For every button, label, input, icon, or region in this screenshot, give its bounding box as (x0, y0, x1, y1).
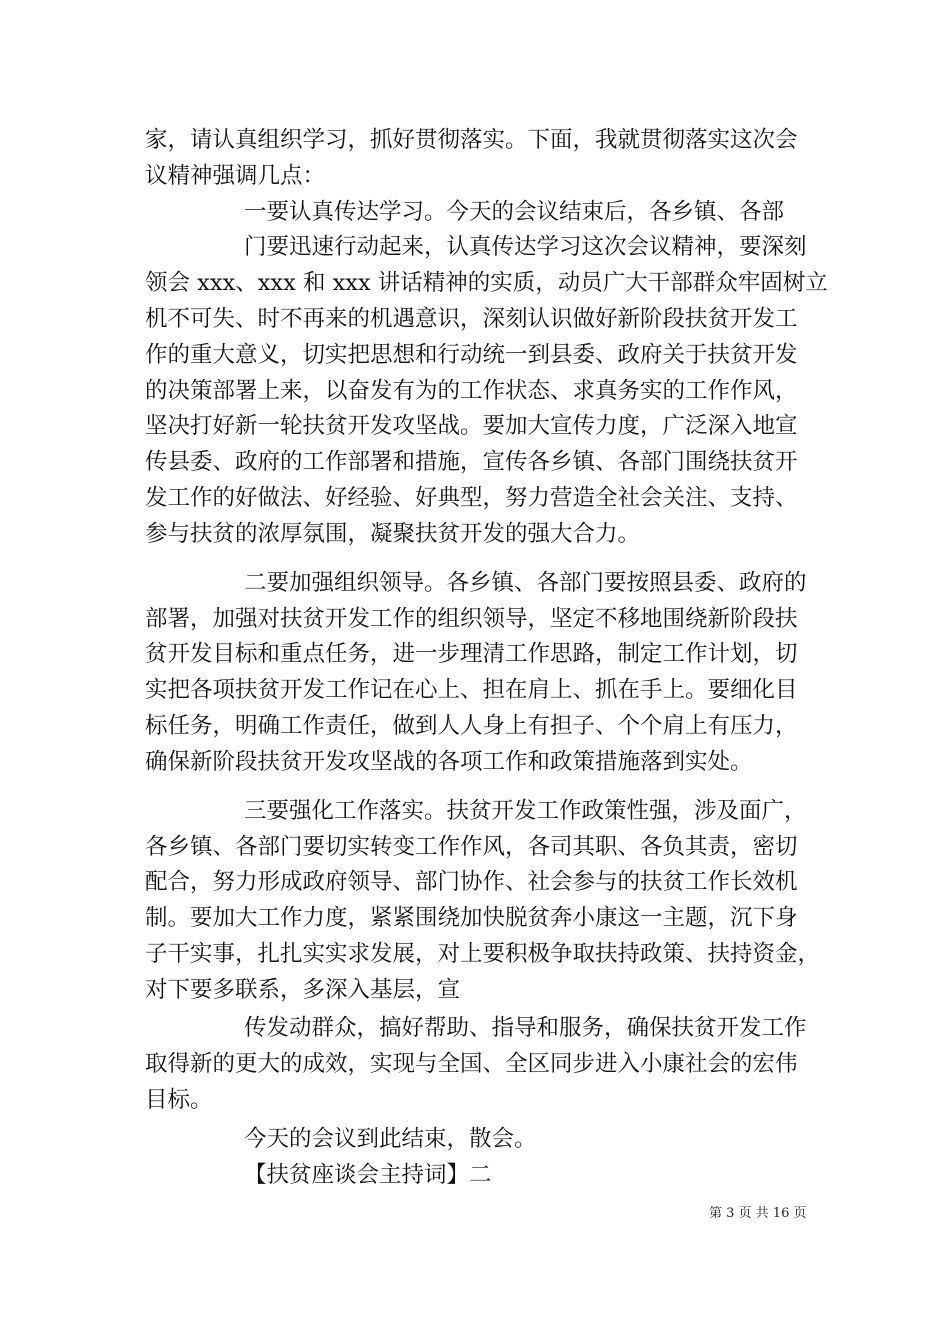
text-line: 子干实事，扎扎实实求发展，对上要积极争取扶持政策、扶持资金， (145, 941, 821, 967)
text-line: 参与扶贫的浓厚氛围，凝聚扶贫开发的强大合力。 (145, 521, 641, 547)
text-line: 作的重大意义，切实把思想和行动统一到县委、政府关于扶贫开发 (145, 342, 798, 368)
text-line: 机不可失、时不再来的机遇意识，深刻认识做好新阶段扶贫开发工 (145, 306, 798, 332)
section-title: 【扶贫座谈会主持词】二 (244, 1162, 492, 1188)
text-line: 的决策部署上来，以奋发有为的工作状态、求真务实的工作作风， (145, 378, 798, 404)
text-line: 配合，努力形成政府领导、部门协作、社会参与的扶贫工作长效机 (145, 869, 798, 895)
text-line: 目标。 (145, 1087, 213, 1113)
text-line: 制。要加大工作力度，紧紧围绕加快脱贫奔小康这一主题，沉下身 (145, 905, 798, 931)
text-line: 议精神强调几点： (145, 163, 326, 189)
paragraph-1-heading-line: 一要认真传达学习。今天的会议结束后，各乡镇、各部 (244, 199, 785, 225)
text-line: 传县委、政府的工作部署和措施，宣传各乡镇、各部门围绕扶贫开 (145, 449, 798, 475)
text-line: 坚决打好新一轮扶贫开发攻坚战。要加大宣传力度，广泛深入地宣 (145, 413, 798, 439)
paragraph-3-heading-line: 三要强化工作落实。扶贫开发工作政策性强，涉及面广， (244, 798, 807, 824)
text-line: 家，请认真组织学习，抓好贯彻落实。下面，我就贯彻落实这次会 (145, 127, 798, 153)
text-line: 实把各项扶贫开发工作记在心上、担在肩上、抓在手上。要细化目 (145, 677, 798, 703)
text-line: 取得新的更大的成效，实现与全国、全区同步进入小康社会的宏伟 (145, 1051, 798, 1077)
closing-line: 今天的会议到此结束，散会。 (244, 1126, 537, 1152)
text-line: 部署，加强对扶贫开发工作的组织领导，坚定不移地围绕新阶段扶 (145, 606, 798, 632)
text-line: 各乡镇、各部门要切实转变工作作风，各司其职、各负其责，密切 (145, 834, 798, 860)
paragraph-2-heading-line: 二要加强组织领导。各乡镇、各部门要按照县委、政府的 (244, 570, 807, 596)
text-line: 贫开发目标和重点任务，进一步理清工作思路，制定工作计划，切 (145, 641, 798, 667)
text-line: 传发动群众，搞好帮助、指导和服务，确保扶贫开发工作 (244, 1015, 807, 1041)
text-line: 对下要多联系，多深入基层，宣 (145, 977, 461, 1003)
text-line: 门要迅速行动起来，认真传达学习这次会议精神，要深刻 (244, 234, 807, 260)
text-line: 领会 xxx、xxx 和 xxx 讲话精神的实质，动员广大干部群众牢固树立 (145, 270, 828, 296)
text-line: 发工作的好做法、好经验、好典型，努力营造全社会关注、支持、 (145, 485, 798, 511)
page-number-footer: 第 3 页 共 16 页 (709, 1206, 807, 1221)
text-line: 确保新阶段扶贫开发攻坚战的各项工作和政策措施落到实处。 (145, 749, 753, 775)
text-line: 标任务，明确工作责任，做到人人身上有担子、个个肩上有压力， (145, 713, 798, 739)
